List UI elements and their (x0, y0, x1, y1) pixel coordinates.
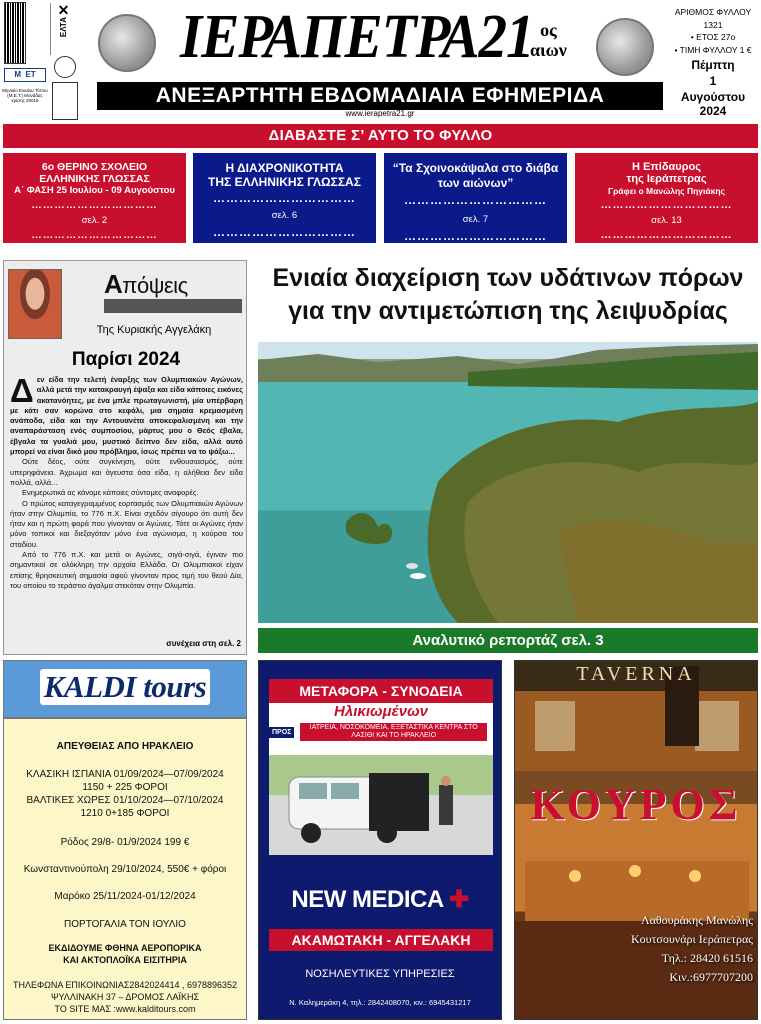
koyros-taverna-ad[interactable] (514, 660, 758, 1020)
medica-address: Ν. Καλημεράκη 4, τηλ.: 2842408070, κιν.: 6945431217 (289, 998, 471, 1007)
met-logo: Μ ΕΤ (4, 68, 46, 82)
read-in-this-issue-banner: ΔΙΑΒΑΣΤΕ Σ’ ΑΥΤΟ ΤΟ ΦΥΛΛΟ (3, 124, 758, 148)
opinion-body: Δεν είδα την τελετή έναρξης των Ολυμπιακών Αγώνων, αλλά μετά την κατακραυγή έψαξα και είδα κάποιες εικόνες ακατανόητες, με ένα μπλε πρωταγωνιστή, μία υπέρβαρη με κάτι σαν κορώνα στο κεφάλι, μια σημαία κρεμασμένη ανάποδα, είδα και την Αντουανέτα αποκεφαλισμένη και την αναπαράσταση ενός συμποσίου, μάρτυς μου ο Θεός έβαλα, έβγαλα τα γυαλιά μου, μυστικό δείπνο δεν είδα, αλλά αυτό μπορεί να είναι δικό μου πρόβλημα, ίσως πρέπει να το ψάξω... Ούτε δέος, ούτε συγκίνηση, ούτε ενθουσιασμός, ούτε υπερηφάνεια. Άχρωμα και άγευστα όσα είδα, η αλήθεια δεν είδα πολλά, αλλά... Ενημερωτικά ας κάνομε κάποιες σύντομες αναφορές. Ο πρώτος καταγεγραμμένος εορτασμός των Ολυμπιακών Αγώνων ήταν στην Ολυμπία, το 776 π.Χ. Είναι σχεδόν σίγουρο ότι αυτή δεν ήταν και η πρώτη φορά που γίνονταν οι Αγώνες. Τότε οι Αγώνες ήταν μόνο τοπικοί και διεξαγόταν μόνο ένα αγώνισμα, η κούρσα του σταδίου. Από το 776 π.Χ. και μετά οι Αγώνες, σιγά-σιγά, έγιναν πιο σημαντικοί σε ολόκληρη την αρχαία Ελλάδα. Οι Ολυμπιακοί είχαν επίσης θρησκευτική σημασία αφού γίνονταν προς τιμή του θεού Δία, του οποίου το τεράστιο άγαλμα στεκόταν στην Ολυμπία. (10, 372, 243, 590)
medica-services: ΝΟΣΗΛΕΥΤΙΚΕΣ ΥΠΗΡΕΣΙΕΣ (305, 968, 455, 980)
title-suffix: ος αιων (530, 20, 567, 60)
main-headline[interactable]: Ενιαία διαχείριση των υδάτινων πόρων για την αντιμετώπιση της λειψυδρίας (272, 264, 744, 325)
medica-sub: Ηλικιωμένων ΠΡΟΣ ΙΑΤΡΕΙΑ, ΝΟΣΟΚΟΜΕΙΑ, ΕΞΕΤΑΣΤΙΚΑ ΚΕΝΤΡΑ ΣΤΟ ΛΑΣΙΘΙ ΚΑΙ ΤΟ ΗΡΑΚΛΕΙΟ (269, 703, 493, 755)
kaldi-tours-ad[interactable]: KALDI tours ΑΠΕΥΘΕΙΑΣ ΑΠΟ ΗΡΑΚΛΕΙΟ ΚΛΑΣΙΚΗ ΙΣΠΑΝΙΑ 01/09/2024—07/09/2024 1150 + 225 ΦΟΡΟΙ ΒΑΛΤΙΚΕΣ ΧΩΡΕΣ 01/10/2024—07/10/2024 1210 0+185 ΦΟΡΟΙ Ρόδος 29/8- 01/9/2024 199 € Κωνσταντινούπολη 29/10/2024, 550€ + φόροι Μαρόκο 25/11/2024-01/12/2024 ΠΟΡΤΟΓΑΛΙΑ ΤΟΝ ΙΟΥΛΙΟ ΕΚΔΙΔΟΥΜΕ ΦΘΗΝΑ ΑΕΡΟΠΟΡΙΚΑ ΚΑΙ ΑΚΤΟΠΛΟΪΚΑ ΕΙΣΙΤΗΡΙΑ ΤΗΛΕΦΩΝΑ ΕΠΙΚΟΙΝΩΝΙΑΣ2842024414 , 6978896352 ΨΥΛΛΙΝΑΚΗ 37 – ΔΡΟΜΟΣ ΛΑΪΚΗΣ ΤΟ SITE ΜΑΣ :www.kalditours.com (3, 660, 247, 1020)
new-medica-ad[interactable] (258, 660, 502, 1020)
author-name: Της Κυριακής Αγγελάκη (96, 324, 212, 336)
issue-year: • ΕΤΟΣ 27ο (690, 32, 736, 42)
continue-link[interactable]: συνέχεια στη σελ. 2 (166, 639, 241, 648)
issue-number: ΑΡΙΘΜΟΣ ΦΥΛΛΟΥ 1321 (674, 7, 752, 30)
medica-brand: NEW MEDICA ✚ (291, 886, 469, 913)
van-photo (269, 755, 493, 855)
newspaper-title: ΙΕΡΑΠΕΤΡΑ21 (180, 3, 534, 71)
section-bar (104, 299, 242, 313)
issue-day: Πέμπτη (691, 58, 735, 72)
subtitle-bar: ΑΝΕΞΑΡΤΗΤΗ ΕΒΔΟΜΑΔΙΑΙΑ ΕΦΗΜΕΡΙΔΑ (97, 82, 663, 110)
website-link[interactable]: www.ierapetra21.gr (345, 109, 415, 118)
teaser-box-2[interactable]: Η ΔΙΑΧΡΟΝΙΚΟΤΗΤΑ ΤΗΣ ΕΛΛΗΝΙΚΗΣ ΓΛΩΣΣΑΣ …………………………… σελ. 6 …………………………… (193, 153, 376, 243)
section-title: Απόψεις (104, 269, 188, 299)
report-link-bar[interactable]: Αναλυτικό ρεπορτάζ σελ. 3 (258, 628, 758, 653)
drop-cap: Δ (10, 372, 34, 409)
issue-date-month: Αυγούστου 2024 (680, 90, 746, 118)
postage-box (52, 82, 78, 120)
medica-names: ΑΚΑΜΩΤΑΚΗ - ΑΓΓΕΛΑΚΗ (269, 929, 493, 951)
medica-headline: ΜΕΤΑΦΟΡΑ - ΣΥΝΟΔΕΙΑ (269, 679, 493, 703)
kaldi-logo: KALDI tours (4, 661, 246, 719)
reservoir-photo (258, 342, 758, 623)
issue-info (667, 6, 759, 118)
ancient-coin-right (596, 18, 654, 76)
met-note: Μηνιαίο Ενιαίου Τύπου (Μ.Ε.Τ.) Μονάδας κρίσης 25016 (2, 88, 48, 103)
stamp-icon (54, 56, 76, 78)
koyros-name: ΚΟΥΡΟΣ (530, 780, 742, 829)
opinion-column (3, 260, 247, 655)
elta-logo: ✕ ΕΛΤΑ (50, 3, 76, 55)
taverna-label: TAVERNA (576, 663, 696, 685)
opinion-title: Παρίσι 2024 (71, 349, 181, 370)
teaser-box-1[interactable]: 6ο ΘΕΡΙΝΟ ΣΧΟΛΕΙΟ ΕΛΛΗΝΙΚΗΣ ΓΛΩΣΣΑΣ Α΄ ΦΑΣΗ 25 Ιουλίου - 09 Αυγούστου …………………………… σελ. 2 …………………………… (3, 153, 186, 243)
barcode (4, 2, 26, 64)
teaser-box-4[interactable]: Η Επίδαυρος της Ιεράπετρας Γράφει ο Μανώλης Πηγιάκης …………………………… σελ. 13 …………………………… (575, 153, 758, 243)
author-photo (8, 269, 62, 339)
issue-price: • ΤΙΜΗ ΦΥΛΛΟΥ 1 € (674, 44, 752, 55)
issue-date-num: 1 (709, 74, 717, 88)
koyros-contact: Λαθουράκης Μανώλης Κουτσουνάρι Ιεράπετρας Τηλ.: 28420 61516 Κιν.:6977707200 (630, 913, 753, 984)
ancient-coin-left (98, 14, 156, 72)
teaser-box-3[interactable]: “Τα Σχοινοκάψαλα στο διάβα των αιώνων” …………………………… σελ. 7 …………………………… (384, 153, 567, 243)
